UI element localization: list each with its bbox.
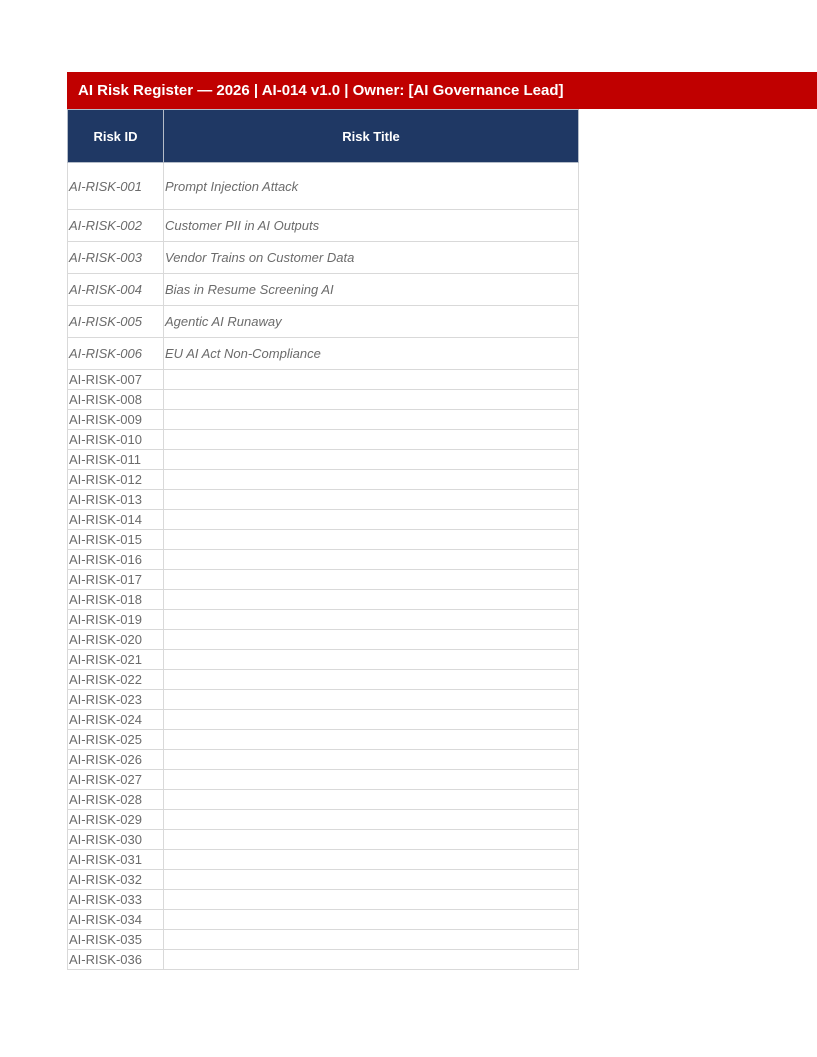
risk-id-cell: AI-RISK-005: [68, 306, 164, 338]
risk-id-cell: AI-RISK-001: [68, 163, 164, 210]
risk-id-cell: AI-RISK-021: [68, 650, 164, 670]
risk-id-cell: AI-RISK-030: [68, 830, 164, 850]
risk-title-cell: [164, 850, 579, 870]
risk-id-cell: AI-RISK-029: [68, 810, 164, 830]
risk-id-cell: AI-RISK-012: [68, 470, 164, 490]
risk-title-cell: [164, 430, 579, 450]
risk-id-cell: AI-RISK-003: [68, 242, 164, 274]
table-body: [68, 163, 579, 970]
table-row: [68, 430, 579, 450]
table-row: [68, 770, 579, 790]
table-row: [68, 274, 579, 306]
risk-id-cell: AI-RISK-017: [68, 570, 164, 590]
table-row: [68, 630, 579, 650]
risk-title-cell: [164, 790, 579, 810]
table-row: [68, 730, 579, 750]
risk-title-cell: Prompt Injection Attack: [164, 163, 579, 210]
risk-title-cell: [164, 770, 579, 790]
risk-id-cell: AI-RISK-002: [68, 210, 164, 242]
table-row: [68, 710, 579, 730]
risk-id-cell: AI-RISK-015: [68, 530, 164, 550]
risk-title-cell: [164, 890, 579, 910]
table-row: [68, 338, 579, 370]
risk-id-cell: AI-RISK-016: [68, 550, 164, 570]
table-row: [68, 890, 579, 910]
risk-title-cell: [164, 510, 579, 530]
risk-title-cell: [164, 930, 579, 950]
risk-id-cell: AI-RISK-023: [68, 690, 164, 710]
table-row: [68, 930, 579, 950]
risk-title-cell: [164, 490, 579, 510]
table-row: [68, 830, 579, 850]
risk-title-cell: [164, 830, 579, 850]
table-row: [68, 850, 579, 870]
table-row: [68, 242, 579, 274]
risk-title-cell: [164, 910, 579, 930]
table-row: [68, 390, 579, 410]
risk-title-cell: [164, 670, 579, 690]
risk-title-cell: [164, 590, 579, 610]
table-row: [68, 470, 579, 490]
risk-title-cell: [164, 630, 579, 650]
risk-id-cell: AI-RISK-007: [68, 370, 164, 390]
risk-title-cell: [164, 550, 579, 570]
table-row: [68, 370, 579, 390]
risk-id-cell: AI-RISK-010: [68, 430, 164, 450]
risk-id-cell: AI-RISK-033: [68, 890, 164, 910]
risk-title-cell: EU AI Act Non-Compliance: [164, 338, 579, 370]
column-header-risk-title: Risk Title: [164, 110, 579, 163]
table-row: [68, 570, 579, 590]
table-row: [68, 790, 579, 810]
register-title-banner: AI Risk Register — 2026 | AI-014 v1.0 | Owner: [AI Governance Lead]: [67, 72, 817, 109]
risk-id-cell: AI-RISK-009: [68, 410, 164, 430]
table-row: [68, 910, 579, 930]
risk-id-cell: AI-RISK-022: [68, 670, 164, 690]
risk-id-cell: AI-RISK-004: [68, 274, 164, 306]
table-row: [68, 870, 579, 890]
risk-id-cell: AI-RISK-032: [68, 870, 164, 890]
column-header-risk-id: Risk ID: [68, 110, 164, 163]
risk-id-cell: AI-RISK-031: [68, 850, 164, 870]
table-row: [68, 950, 579, 970]
risk-id-cell: AI-RISK-018: [68, 590, 164, 610]
risk-title-cell: [164, 710, 579, 730]
risk-id-cell: AI-RISK-011: [68, 450, 164, 470]
table-row: [68, 690, 579, 710]
table-row: [68, 510, 579, 530]
risk-id-cell: AI-RISK-020: [68, 630, 164, 650]
table-row: [68, 810, 579, 830]
risk-title-cell: [164, 390, 579, 410]
risk-id-cell: AI-RISK-028: [68, 790, 164, 810]
risk-id-cell: AI-RISK-008: [68, 390, 164, 410]
table-row: [68, 590, 579, 610]
risk-title-cell: Vendor Trains on Customer Data: [164, 242, 579, 274]
table-row: [68, 530, 579, 550]
risk-id-cell: AI-RISK-014: [68, 510, 164, 530]
risk-id-cell: AI-RISK-035: [68, 930, 164, 950]
table-header-row: [68, 110, 579, 163]
table-row: [68, 490, 579, 510]
risk-title-cell: [164, 530, 579, 550]
table-row: [68, 650, 579, 670]
risk-title-cell: [164, 410, 579, 430]
risk-title-cell: [164, 450, 579, 470]
table-row: [68, 550, 579, 570]
risk-title-cell: [164, 370, 579, 390]
risk-title-cell: [164, 950, 579, 970]
risk-title-cell: Customer PII in AI Outputs: [164, 210, 579, 242]
table-row: [68, 750, 579, 770]
table-row: [68, 410, 579, 430]
table-row: [68, 306, 579, 338]
risk-title-cell: [164, 610, 579, 630]
risk-id-cell: AI-RISK-024: [68, 710, 164, 730]
risk-register-table: [67, 109, 579, 970]
risk-title-cell: [164, 730, 579, 750]
risk-title-cell: Bias in Resume Screening AI: [164, 274, 579, 306]
risk-title-cell: Agentic AI Runaway: [164, 306, 579, 338]
risk-id-cell: AI-RISK-025: [68, 730, 164, 750]
risk-id-cell: AI-RISK-026: [68, 750, 164, 770]
risk-title-cell: [164, 750, 579, 770]
risk-title-cell: [164, 810, 579, 830]
risk-title-cell: [164, 870, 579, 890]
risk-id-cell: AI-RISK-006: [68, 338, 164, 370]
risk-title-cell: [164, 470, 579, 490]
table-row: [68, 670, 579, 690]
risk-id-cell: AI-RISK-027: [68, 770, 164, 790]
table-row: [68, 610, 579, 630]
table-row: [68, 210, 579, 242]
risk-id-cell: AI-RISK-036: [68, 950, 164, 970]
risk-id-cell: AI-RISK-034: [68, 910, 164, 930]
risk-title-cell: [164, 690, 579, 710]
risk-title-cell: [164, 570, 579, 590]
risk-id-cell: AI-RISK-019: [68, 610, 164, 630]
risk-id-cell: AI-RISK-013: [68, 490, 164, 510]
table-row: [68, 450, 579, 470]
risk-title-cell: [164, 650, 579, 670]
table-row: [68, 163, 579, 210]
